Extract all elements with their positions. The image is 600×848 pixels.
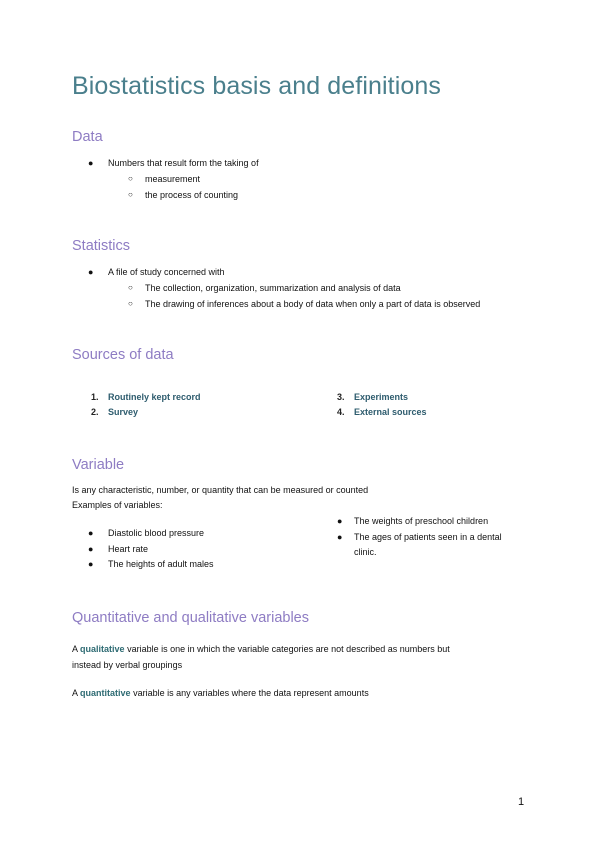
examples-label: Examples of variables: [72, 500, 163, 510]
bullet-icon: ● [88, 267, 94, 277]
data-bullet-text: Numbers that result form the taking of [108, 158, 259, 168]
sub-bullet-icon: ○ [128, 190, 133, 199]
bullet-icon: ● [88, 158, 94, 168]
data-sub-item: the process of counting [145, 190, 239, 200]
page-number: 1 [518, 796, 525, 808]
list-number: 1. [91, 392, 99, 402]
qualitative-definition [72, 641, 512, 673]
quantitative-definition [72, 685, 512, 701]
bullet-icon: ● [337, 532, 343, 542]
quantitative-text: variable is any variables where the data represent amounts [133, 688, 369, 698]
sub-bullet-icon: ○ [128, 283, 133, 292]
variable-example-continued: clinic. [354, 547, 377, 557]
quantitative-prefix: A [72, 688, 78, 698]
variable-example: The ages of patients seen in a dental [354, 532, 502, 542]
document-title: Biostatistics basis and definitions [72, 72, 441, 100]
bullet-icon: ● [88, 559, 94, 569]
statistics-sub-item: The collection, organization, summarization and analysis of data [145, 283, 401, 293]
sub-bullet-icon: ○ [128, 174, 133, 183]
source-item: External sources [354, 407, 427, 417]
heading-data: Data [72, 129, 103, 145]
source-item: Experiments [354, 392, 409, 402]
variable-example: Diastolic blood pressure [108, 528, 205, 538]
qualitative-prefix: A [72, 644, 78, 654]
variable-example: Heart rate [108, 544, 149, 554]
source-item: Survey [108, 407, 139, 417]
sub-bullet-icon: ○ [128, 299, 133, 308]
bullet-icon: ● [337, 516, 343, 526]
source-item: Routinely kept record [108, 392, 201, 402]
heading-variable: Variable [72, 457, 125, 473]
bullet-icon: ● [88, 544, 94, 554]
variable-example: The weights of preschool children [354, 516, 489, 526]
quantitative-term: quantitative [80, 688, 131, 698]
list-number: 4. [337, 407, 345, 417]
qualitative-text-continued: instead by verbal groupings [72, 660, 183, 670]
list-number: 2. [91, 407, 99, 417]
statistics-sub-item: The drawing of inferences about a body of data when only a part of data is observed [145, 299, 481, 309]
variable-definition: Is any characteristic, number, or quantity that can be measured or counted [72, 485, 369, 495]
bullet-icon: ● [88, 528, 94, 538]
variable-example: The heights of adult males [108, 559, 214, 569]
list-number: 3. [337, 392, 345, 402]
statistics-bullet-text: A file of study concerned with [108, 267, 225, 277]
heading-sources-of-data: Sources of data [72, 347, 174, 363]
data-sub-item: measurement [145, 174, 201, 184]
heading-quantitative-qualitative: Quantitative and qualitative variables [72, 610, 309, 626]
qualitative-text: variable is one in which the variable categories are not described as numbers but [127, 644, 450, 654]
qualitative-term: qualitative [80, 644, 125, 654]
heading-statistics: Statistics [72, 238, 131, 254]
